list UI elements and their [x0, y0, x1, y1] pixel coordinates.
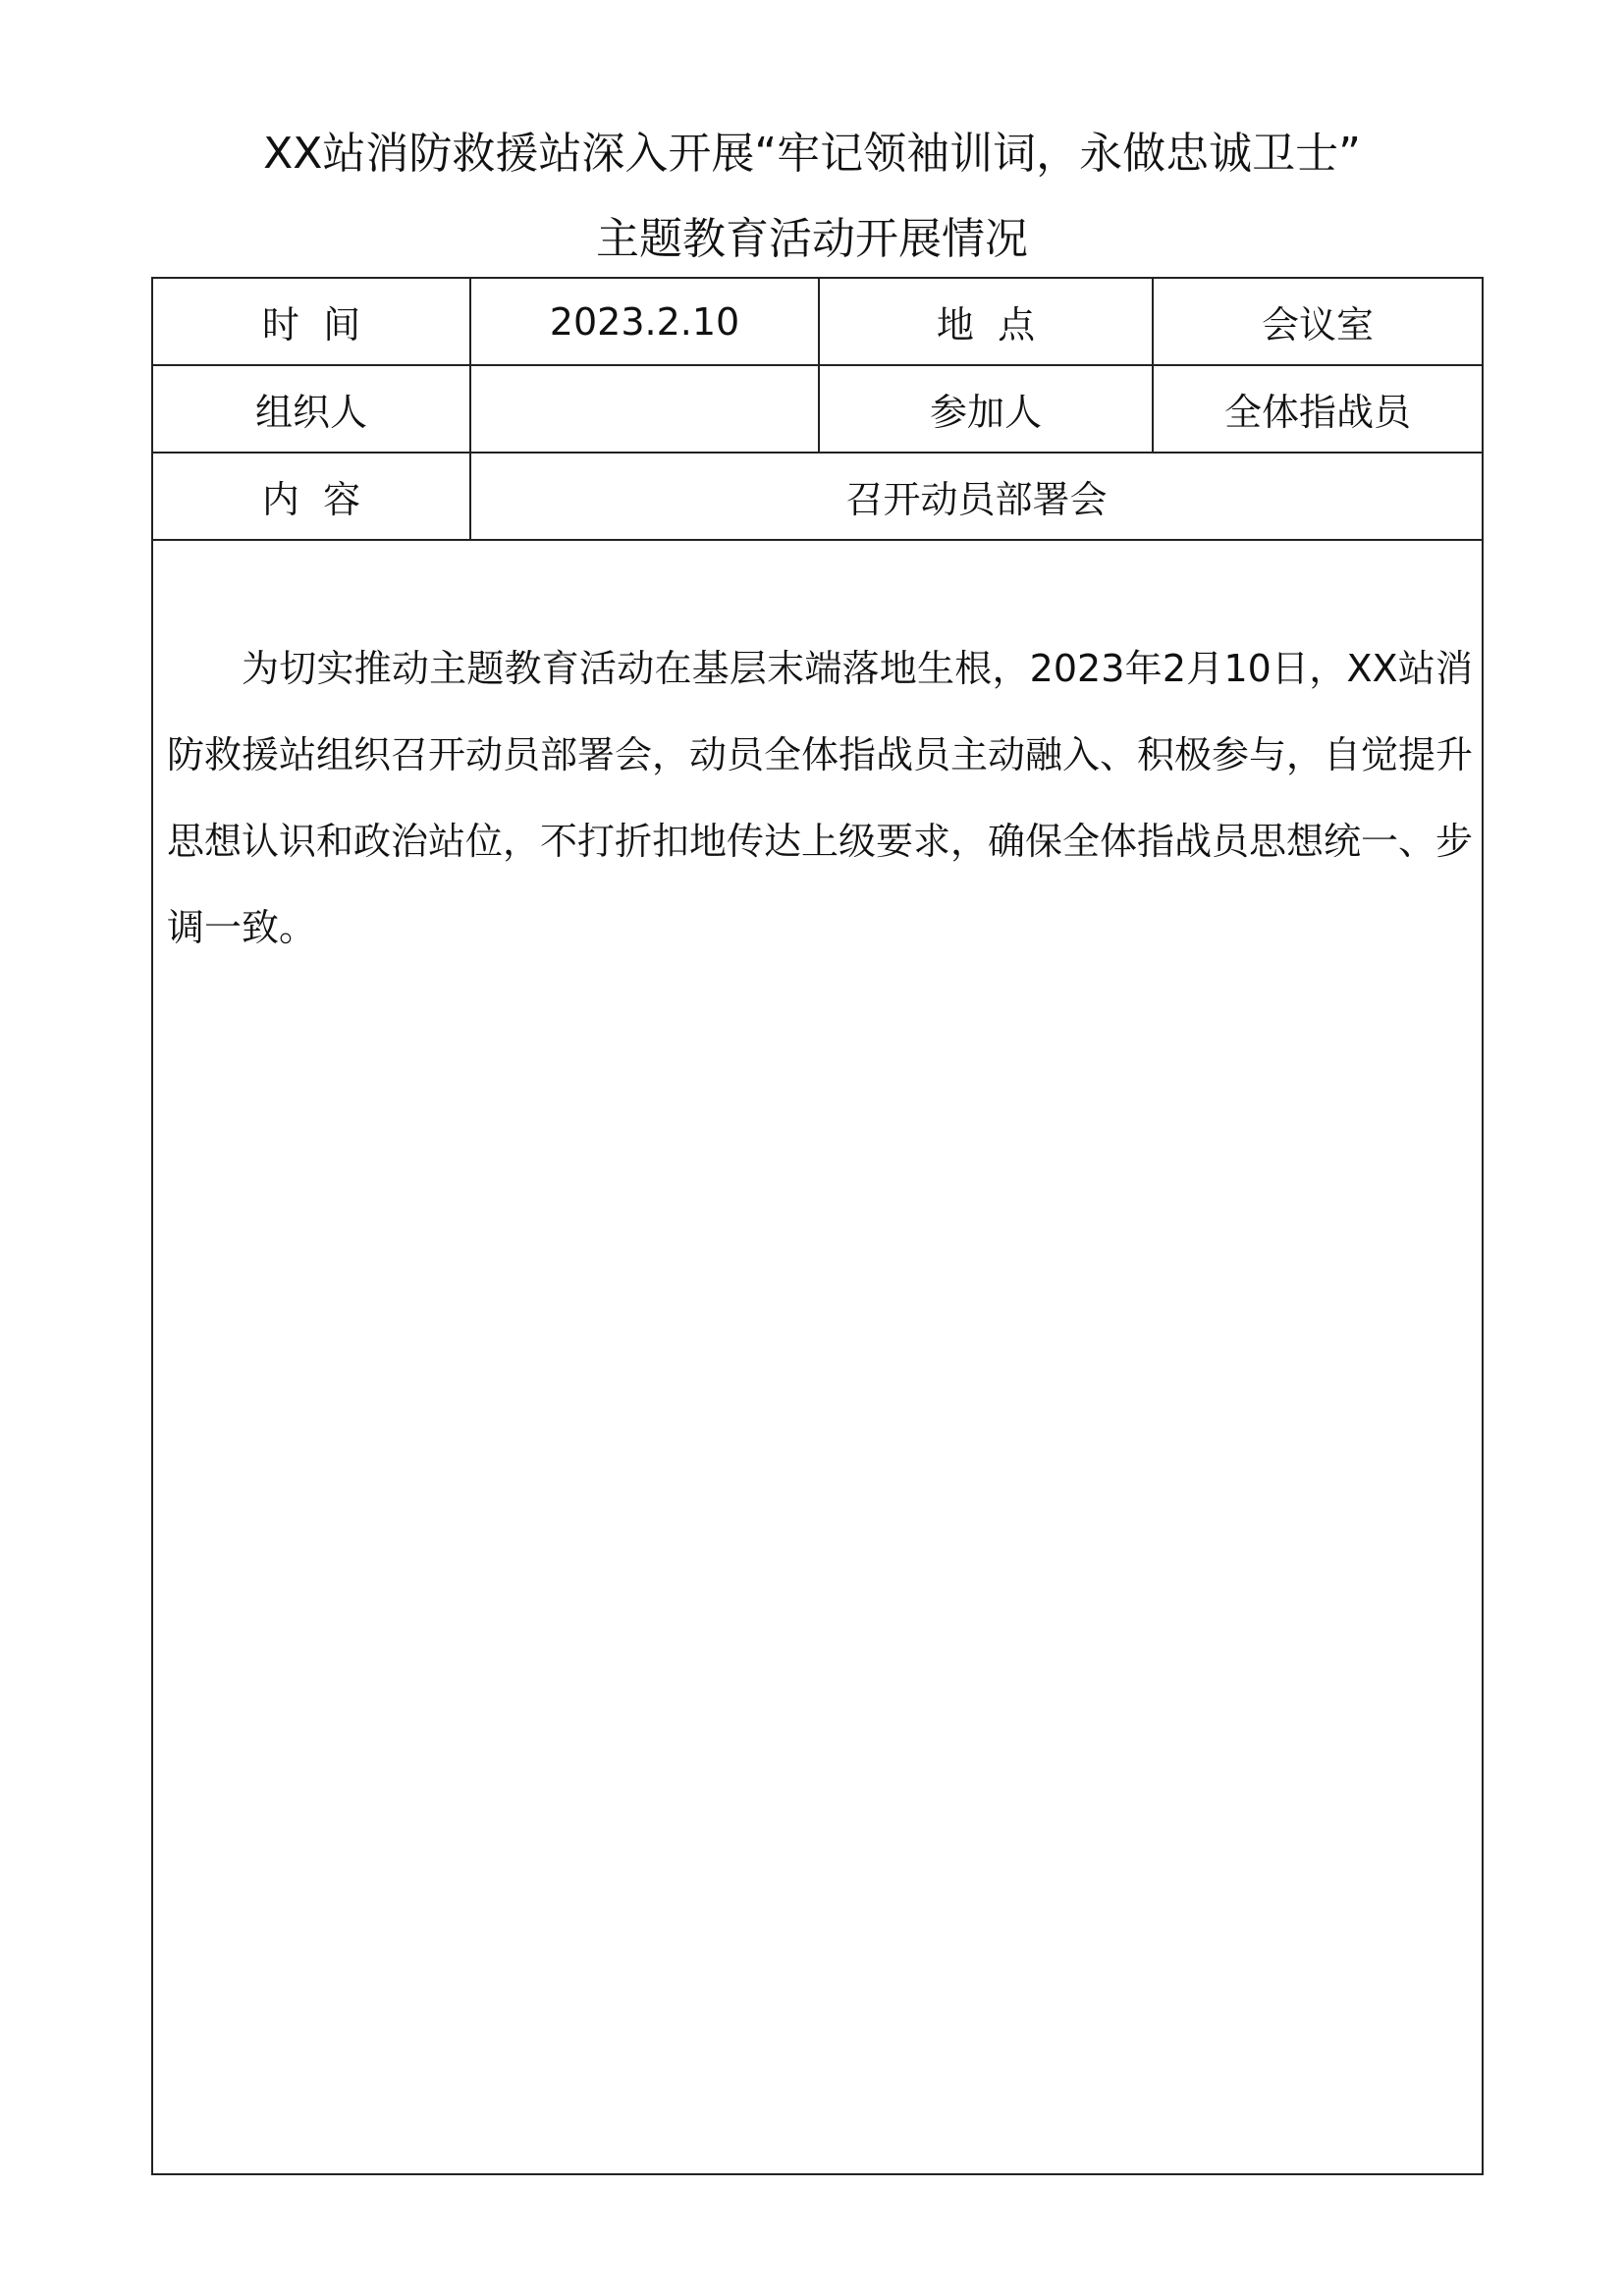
document-title-line1: XX站消防救援站深入开展“牢记领袖训词，永做忠诚卫士”: [263, 129, 1361, 179]
table-row-content: [153, 454, 1482, 541]
organizer-label: 组织人: [153, 366, 471, 452]
time-value: 2023.2.10: [471, 279, 820, 364]
participants-value: 全体指战员: [1223, 391, 1411, 434]
content-paragraph: 为切实推动主题教育活动在基层末端落地生根，2023年2月10日，XX站消防救援站组织召开动员部署会，动员全体指战员主动融入、积极参与，自觉提升思想认识和政治站位，不打折扣地传达上级要求，确保全体指战员思想统一、步调一致。: [167, 647, 1474, 949]
location-label: 地 点: [820, 279, 1154, 364]
activity-record-table: [151, 277, 1484, 2175]
location-value: 会议室: [1261, 303, 1374, 347]
time-label: 时 间: [153, 279, 471, 364]
organizer-value: [471, 366, 820, 452]
table-row-organizer-participants: [153, 366, 1482, 454]
content-value: 召开动员部署会: [845, 478, 1108, 521]
content-label: 内 容: [153, 454, 471, 539]
content-body-area: [153, 541, 1482, 2173]
participants-label: 参加人: [820, 366, 1154, 452]
table-row-time-location: [153, 279, 1482, 366]
document-title-line2: 主题教育活动开展情况: [596, 214, 1028, 264]
